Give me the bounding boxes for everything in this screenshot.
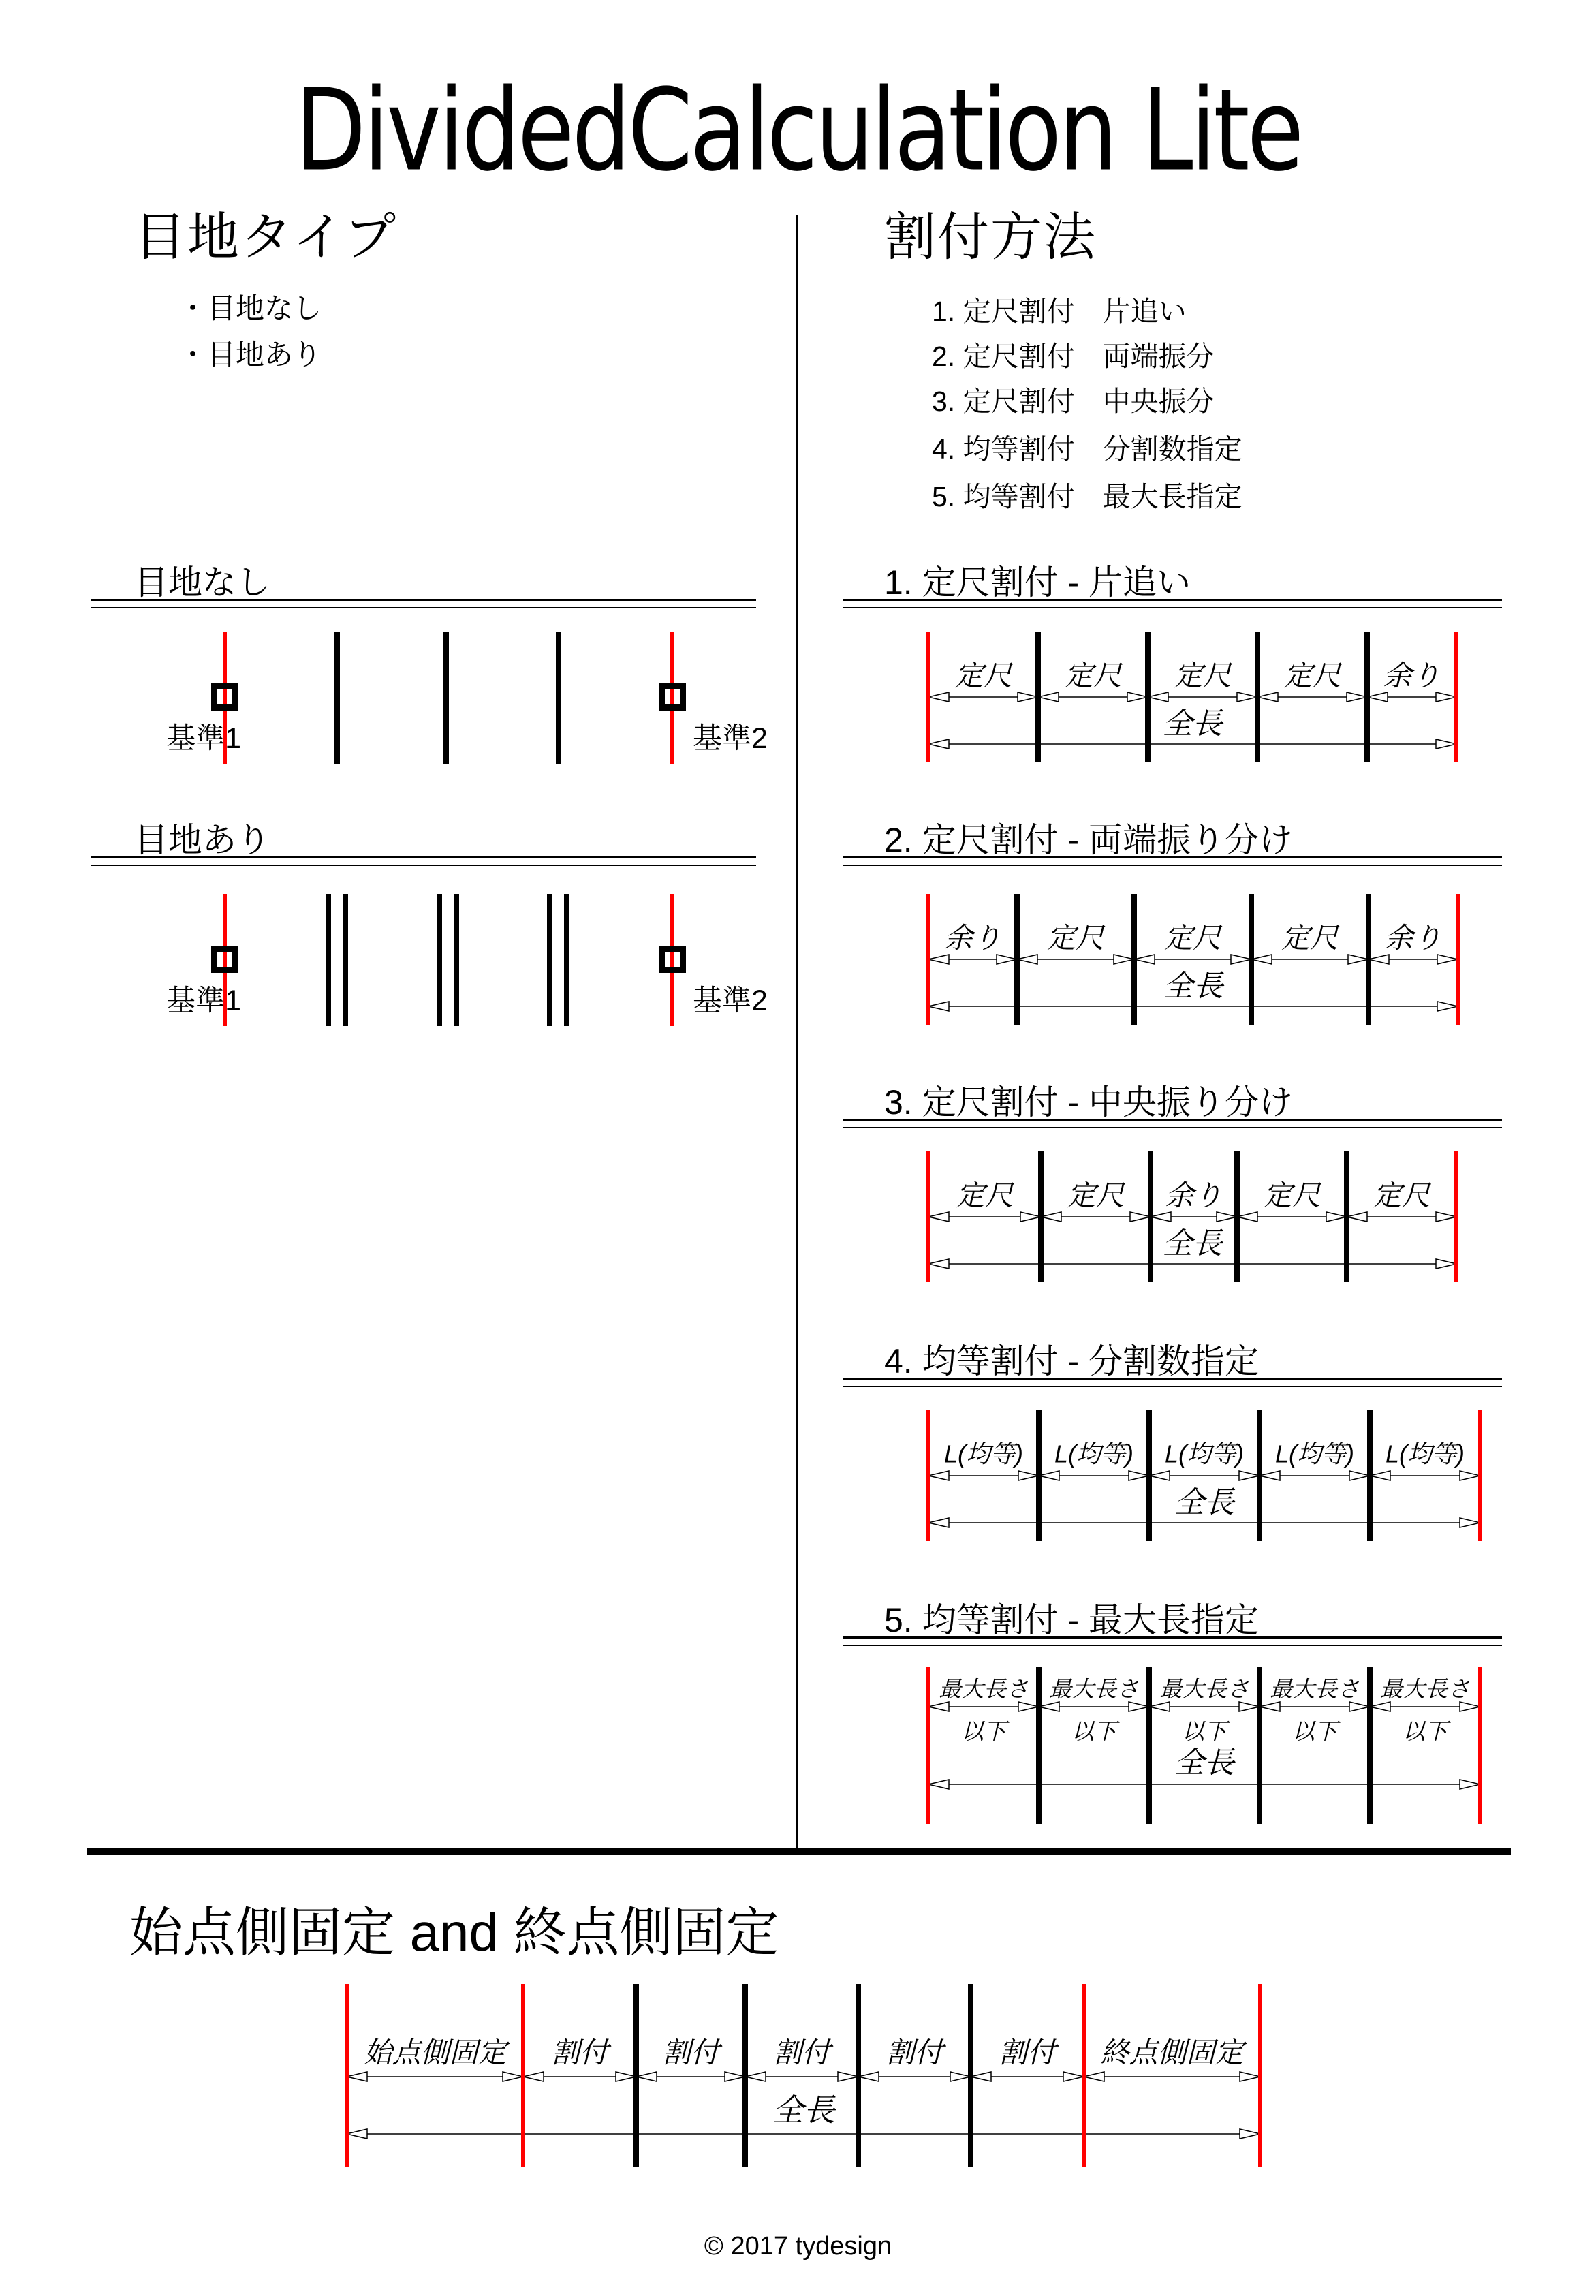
section-heading-2: 2. 定尺割付 - 両端振り分け <box>884 821 1294 859</box>
division-line-black <box>1146 1667 1152 1824</box>
segment-label: L(均等) <box>1275 1440 1354 1468</box>
segment-label: 最大長さ <box>939 1676 1029 1702</box>
total-length-label: 全長 <box>1162 1227 1223 1260</box>
segment-label: 定尺 <box>956 1179 1014 1211</box>
section-separator-line <box>87 1848 1511 1855</box>
double-rule <box>843 1378 1502 1387</box>
total-length-label: 全長 <box>1174 1746 1234 1780</box>
joint-marker-box <box>211 683 238 711</box>
footer-text: © 2017 tydesign <box>704 2232 892 2261</box>
division-line-black <box>1145 632 1151 762</box>
segment-label: 割付 <box>550 2036 609 2068</box>
total-length-label: 全長 <box>1162 707 1223 741</box>
double-rule <box>91 599 756 608</box>
division-line-black <box>437 894 442 1026</box>
method-list-item-4: 4. 均等割付 分割数指定 <box>932 433 1242 465</box>
segment-label: 定尺 <box>1283 660 1341 692</box>
division-line-black <box>1148 1151 1153 1282</box>
column-divider-line <box>796 215 798 1848</box>
segment-label: 定尺 <box>1174 660 1232 692</box>
segment-label: 割付 <box>886 2036 943 2068</box>
division-line-black <box>1036 1410 1042 1541</box>
bottom-section-heading: 始点側固定 and 終点側固定 <box>129 1902 779 1962</box>
division-line-black <box>1014 894 1020 1025</box>
kinto-saidaicho-diagram <box>928 1667 1480 1824</box>
teishaku-kataoi-diagram <box>928 632 1456 762</box>
right-column-heading: 割付方法 <box>884 208 1097 266</box>
segment-sublabel: 以下 <box>961 1718 1006 1744</box>
reference-line-red <box>926 1410 930 1541</box>
segment-sublabel: 以下 <box>1292 1718 1337 1744</box>
division-line-black <box>547 894 552 1026</box>
method-list-item-1: 1. 定尺割付 片追い <box>932 296 1187 327</box>
page-title: DividedCalculation Lite <box>294 65 1302 197</box>
total-length-label: 全長 <box>772 2092 835 2128</box>
segment-label: 最大長さ <box>1049 1676 1139 1702</box>
segment-label: 割付 <box>661 2036 720 2068</box>
shiten-shuten-kotei-diagram <box>347 1984 1260 2167</box>
segment-label: 定尺 <box>1373 1179 1430 1211</box>
method-list-item-5: 5. 均等割付 最大長指定 <box>932 481 1242 512</box>
meji-nashi-diagram <box>166 632 768 764</box>
side-label-right: 基準2 <box>693 984 768 1017</box>
reference-line-red <box>926 1667 930 1824</box>
section-heading-3: 3. 定尺割付 - 中央振り分け <box>884 1083 1294 1121</box>
section-heading-meji-nashi: 目地なし <box>134 563 270 602</box>
division-line-black <box>1257 1667 1262 1824</box>
segment-label: 余り <box>1383 660 1441 692</box>
segment-label: 余り <box>943 922 1002 954</box>
section-heading-1: 1. 定尺割付 - 片追い <box>884 563 1191 602</box>
segment-label: 割付 <box>998 2036 1057 2068</box>
joint-marker-box <box>659 946 686 973</box>
left-column-heading: 目地タイプ <box>134 208 398 266</box>
bullet-meji-ari: ・目地あり <box>178 339 322 371</box>
division-line-black <box>968 1984 973 2167</box>
double-rule <box>843 1636 1502 1646</box>
division-line-black <box>1036 1667 1042 1824</box>
division-line-black <box>1038 1151 1044 1282</box>
reference-line-red <box>1454 632 1458 762</box>
division-line-black <box>1035 632 1041 762</box>
method-list-item-3: 3. 定尺割付 中央振分 <box>932 386 1215 417</box>
division-line-black <box>326 894 331 1026</box>
division-line-black <box>1366 894 1371 1025</box>
method-list-item-2: 2. 定尺割付 両端振分 <box>932 341 1215 372</box>
segment-label: 定尺 <box>1067 1179 1125 1211</box>
section-heading-4: 4. 均等割付 - 分割数指定 <box>884 1342 1259 1380</box>
reference-line-red <box>1478 1667 1482 1824</box>
segment-label: 定尺 <box>1281 922 1339 954</box>
total-length-label: 全長 <box>1163 969 1223 1003</box>
segment-sublabel: 以下 <box>1071 1718 1116 1744</box>
segment-label: 余り <box>1384 922 1442 954</box>
division-line-black <box>1257 1410 1262 1541</box>
side-label-right: 基準2 <box>693 722 768 755</box>
division-line-black <box>1344 1151 1349 1282</box>
segment-label: 始点側固定 <box>363 2036 507 2068</box>
segment-label: 最大長さ <box>1270 1676 1360 1702</box>
reference-line-red <box>926 894 930 1025</box>
kinto-bunkatsu-diagram <box>928 1410 1480 1541</box>
division-line-black <box>1255 632 1260 762</box>
division-line-black <box>334 632 340 764</box>
segment-label: 定尺 <box>954 660 1012 692</box>
segment-label: 割付 <box>772 2036 831 2068</box>
dimension-arrows <box>928 1151 1456 1282</box>
bullet-meji-nashi: ・目地なし <box>178 292 322 324</box>
reference-line-red <box>345 1984 349 2167</box>
division-line-black <box>1364 632 1370 762</box>
meji-ari-diagram <box>166 894 768 1026</box>
dimension-arrows <box>928 894 1458 1025</box>
segment-sublabel: 以下 <box>1403 1718 1448 1744</box>
segment-label: L(均等) <box>1386 1440 1465 1468</box>
segment-label: 余り <box>1165 1179 1223 1211</box>
segment-label: 定尺 <box>1263 1179 1321 1211</box>
division-line-black <box>564 894 569 1026</box>
total-length-label: 全長 <box>1174 1486 1234 1519</box>
segment-label: L(均等) <box>1165 1440 1244 1468</box>
section-heading-meji-ari: 目地あり <box>134 821 270 859</box>
segment-label: 定尺 <box>1046 922 1105 954</box>
division-line-black <box>742 1984 748 2167</box>
segment-label: 最大長さ <box>1159 1676 1249 1702</box>
segment-sublabel: 以下 <box>1182 1718 1227 1744</box>
segment-label: 定尺 <box>1064 660 1122 692</box>
joint-marker-box <box>659 683 686 711</box>
division-line-black <box>556 632 561 764</box>
division-line-black <box>443 632 449 764</box>
double-rule <box>843 599 1502 608</box>
double-rule <box>843 1119 1502 1128</box>
division-line-black <box>1234 1151 1240 1282</box>
division-line-black <box>1367 1410 1373 1541</box>
double-rule <box>843 856 1502 866</box>
side-label-left: 基準1 <box>166 722 241 755</box>
joint-marker-box <box>211 946 238 973</box>
reference-line-red <box>1258 1984 1262 2167</box>
dimension-arrows <box>928 1410 1480 1541</box>
segment-label: L(均等) <box>944 1440 1023 1468</box>
division-line-black <box>1131 894 1137 1025</box>
side-label-left: 基準1 <box>166 984 241 1017</box>
segment-label: 最大長さ <box>1380 1676 1470 1702</box>
reference-line-red <box>1456 894 1460 1025</box>
segment-label: 定尺 <box>1163 922 1222 954</box>
teishaku-chuo-diagram <box>928 1151 1456 1282</box>
reference-line-red <box>926 1151 930 1282</box>
reference-line-red <box>521 1984 525 2167</box>
reference-line-red <box>926 632 930 762</box>
section-heading-5: 5. 均等割付 - 最大長指定 <box>884 1601 1259 1639</box>
teishaku-ryotan-diagram <box>928 894 1458 1025</box>
segment-label: 終点側固定 <box>1100 2036 1244 2068</box>
division-line-black <box>856 1984 861 2167</box>
double-rule <box>91 856 756 866</box>
reference-line-red <box>1454 1151 1458 1282</box>
division-line-black <box>1146 1410 1152 1541</box>
dimension-arrows <box>928 632 1456 762</box>
segment-label: L(均等) <box>1054 1440 1133 1468</box>
reference-line-red <box>1082 1984 1086 2167</box>
reference-line-red <box>1478 1410 1482 1541</box>
division-line-black <box>1249 894 1254 1025</box>
dimension-arrows <box>347 1984 1260 2167</box>
division-line-black <box>343 894 348 1026</box>
division-line-black <box>633 1984 639 2167</box>
division-line-black <box>1367 1667 1373 1824</box>
division-line-black <box>454 894 459 1026</box>
